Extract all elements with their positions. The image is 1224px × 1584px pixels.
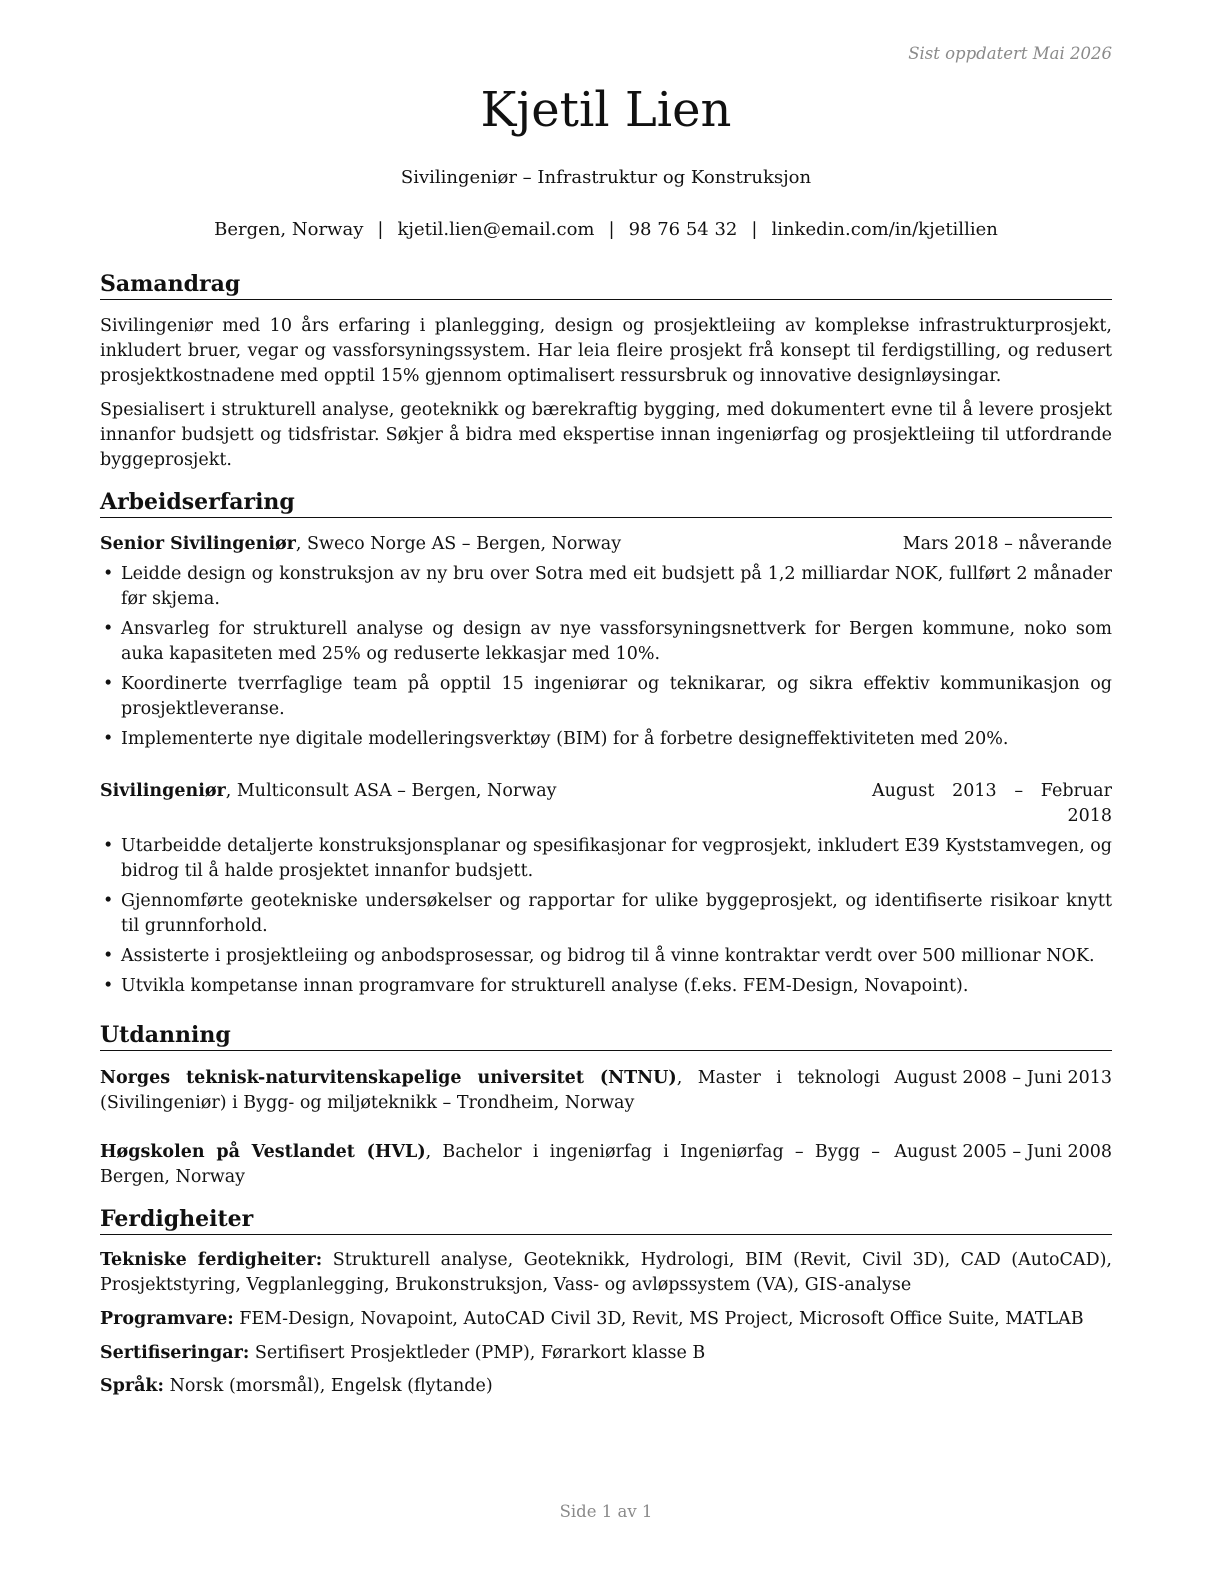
skill-row (100, 1248, 1112, 1298)
contact-separator: | (377, 219, 384, 240)
education-entry (100, 1140, 1112, 1190)
degree-detail: , Master i teknologi (Sivilingeniør) i Bygg- og miljøteknikk – Trondheim, Norway (100, 1068, 881, 1113)
contact-line (100, 219, 1112, 240)
skill-value: Norsk (morsmål), Engelsk (flytande) (164, 1376, 493, 1396)
degree-detail: , Bachelor i ingeniørfag i Ingeniørfag – Bygg – Bergen, Norway (100, 1142, 880, 1187)
list-item: • Gjennomførte geotekniske undersøkelser og rapportar for ulike byggeprosjekt, og identifiserte risikoar knytt til grunnforhold. (103, 891, 1112, 936)
list-item: • Utarbeidde detaljerte konstruksjonsplanar og spesifikasjonar for vegprosjekt, inkludert E39 Kyststamvegen, og bidrog til å halde prosjektet innanfor budsjett. (103, 836, 1112, 881)
skill-value: Strukturell analyse, Geoteknikk, Hydrologi, BIM (Revit, Civil 3D), CAD (AutoCAD), Prosjektstyring, Vegplanlegging, Brukonstruksjon, Vass- og avløpssystem (VA), GIS-analyse (100, 1250, 1112, 1295)
job-dates: August 2013 – Februar 2018 (872, 781, 1112, 826)
job-role: Senior Sivilingeniør (100, 534, 296, 554)
last-updated: Sist oppdatert Mai 2026 (908, 44, 1112, 63)
bullet-icon: • (103, 946, 114, 966)
skill-value: FEM-Design, Novapoint, AutoCAD Civil 3D, Revit, MS Project, Microsoft Office Suite, MATLAB (233, 1309, 1084, 1329)
summary-paragraph: Spesialisert i strukturell analyse, geoteknikk og bærekraftig bygging, med dokumentert evne til å levere prosjekt innanfor budsjett og tidsfristar. Søkjer å bidra med ekspertise innan ingeniørfag og prosjektleiing til utfordrande byggeprosjekt. (100, 400, 1112, 470)
contact-phone: 98 76 54 32 (628, 219, 738, 240)
bullet-icon: • (103, 674, 114, 694)
resume-page (100, 0, 1112, 1584)
list-item: • Utvikla kompetanse innan programvare for strukturell analyse (f.eks. FEM-Design, Novapoint). (100, 974, 1112, 999)
section-heading-experience: Arbeidserfaring (100, 487, 1112, 518)
skill-label: Sertifiseringar: (100, 1343, 250, 1363)
bullet-icon: • (103, 619, 114, 639)
skill-label: Programvare: (100, 1309, 234, 1329)
summary-paragraph: Sivilingeniør med 10 års erfaring i planlegging, design og prosjektleiing av komplekse infrastrukturprosjekt, inkludert bruer, vegar og vassforsyningssystem. Har leia fleire prosjekt frå konsept til ferdigstilling, og redusert prosjektkostnadene med opptil 15% gjennom optimalisert ressursbruk og innovative designløysingar. (100, 316, 1112, 386)
skill-row (100, 1374, 1112, 1399)
bullet-icon: • (103, 891, 114, 911)
candidate-title: Sivilingeniør – Infrastruktur og Konstruksjon (400, 167, 812, 188)
bullet-icon: • (103, 564, 114, 584)
skill-label: Tekniske ferdigheiter: (100, 1250, 323, 1270)
skill-row (100, 1307, 1112, 1332)
list-item: • Ansvarleg for strukturell analyse og design av nye vassforsyningsnettverk for Bergen kommune, noko som auka kapasiteten med 25% og reduserte lekkasjar med 10%. (103, 619, 1112, 664)
education-entry (100, 1066, 1112, 1116)
job-dates: Mars 2018 – nåverande (902, 534, 1112, 554)
list-item: • Koordinerte tverrfaglige team på opptil 15 ingeniørar og teknikarar, og sikra effektiv kommunikasjon og prosjektleveranse. (103, 674, 1112, 719)
contact-linkedin[interactable]: linkedin.com/in/kjetillien (771, 219, 998, 240)
candidate-name: Kjetil Lien (480, 82, 732, 138)
skill-value: Sertifisert Prosjektleder (PMP), Førarkort klasse B (249, 1343, 706, 1363)
section-heading-summary: Samandrag (100, 269, 1112, 300)
skill-label: Språk: (100, 1376, 165, 1396)
contact-location: Bergen, Norway (214, 219, 364, 240)
school-name: Norges teknisk-naturvitenskapelige universitet (NTNU) (100, 1068, 677, 1088)
education-dates: August 2008 – Juni 2013 (894, 1068, 1112, 1088)
job-role: Sivilingeniør (100, 781, 226, 801)
job-bullets (100, 834, 1112, 1004)
job-bullets (100, 562, 1112, 757)
list-item: • Implementerte nye digitale modelleringsverktøy (BIM) for å forbetre designeffektiviteten med 20%. (100, 727, 1112, 752)
job-org: , Sweco Norge AS – Bergen, Norway (295, 534, 622, 554)
bullet-icon: • (103, 836, 114, 856)
skill-row (100, 1341, 1112, 1366)
list-item: • Assisterte i prosjektleiing og anbodsprosessar, og bidrog til å vinne kontraktar verdt over 500 millionar NOK. (100, 944, 1112, 969)
bullet-icon: • (103, 729, 114, 749)
school-name: Høgskolen på Vestlandet (HVL) (100, 1142, 426, 1162)
education-dates: August 2005 – Juni 2008 (894, 1142, 1112, 1162)
bullet-icon: • (103, 976, 114, 996)
contact-separator: | (751, 219, 758, 240)
section-heading-education: Utdanning (100, 1020, 1112, 1051)
section-heading-skills: Ferdigheiter (100, 1204, 1112, 1235)
contact-separator: | (608, 219, 615, 240)
page-number: Side 1 av 1 (559, 1502, 653, 1521)
contact-email[interactable]: kjetil.lien@email.com (397, 219, 595, 240)
job-org: , Multiconsult ASA – Bergen, Norway (225, 781, 557, 801)
list-item: • Leidde design og konstruksjon av ny bru over Sotra med eit budsjett på 1,2 milliardar NOK, fullført 2 månader før skjema. (103, 564, 1112, 609)
